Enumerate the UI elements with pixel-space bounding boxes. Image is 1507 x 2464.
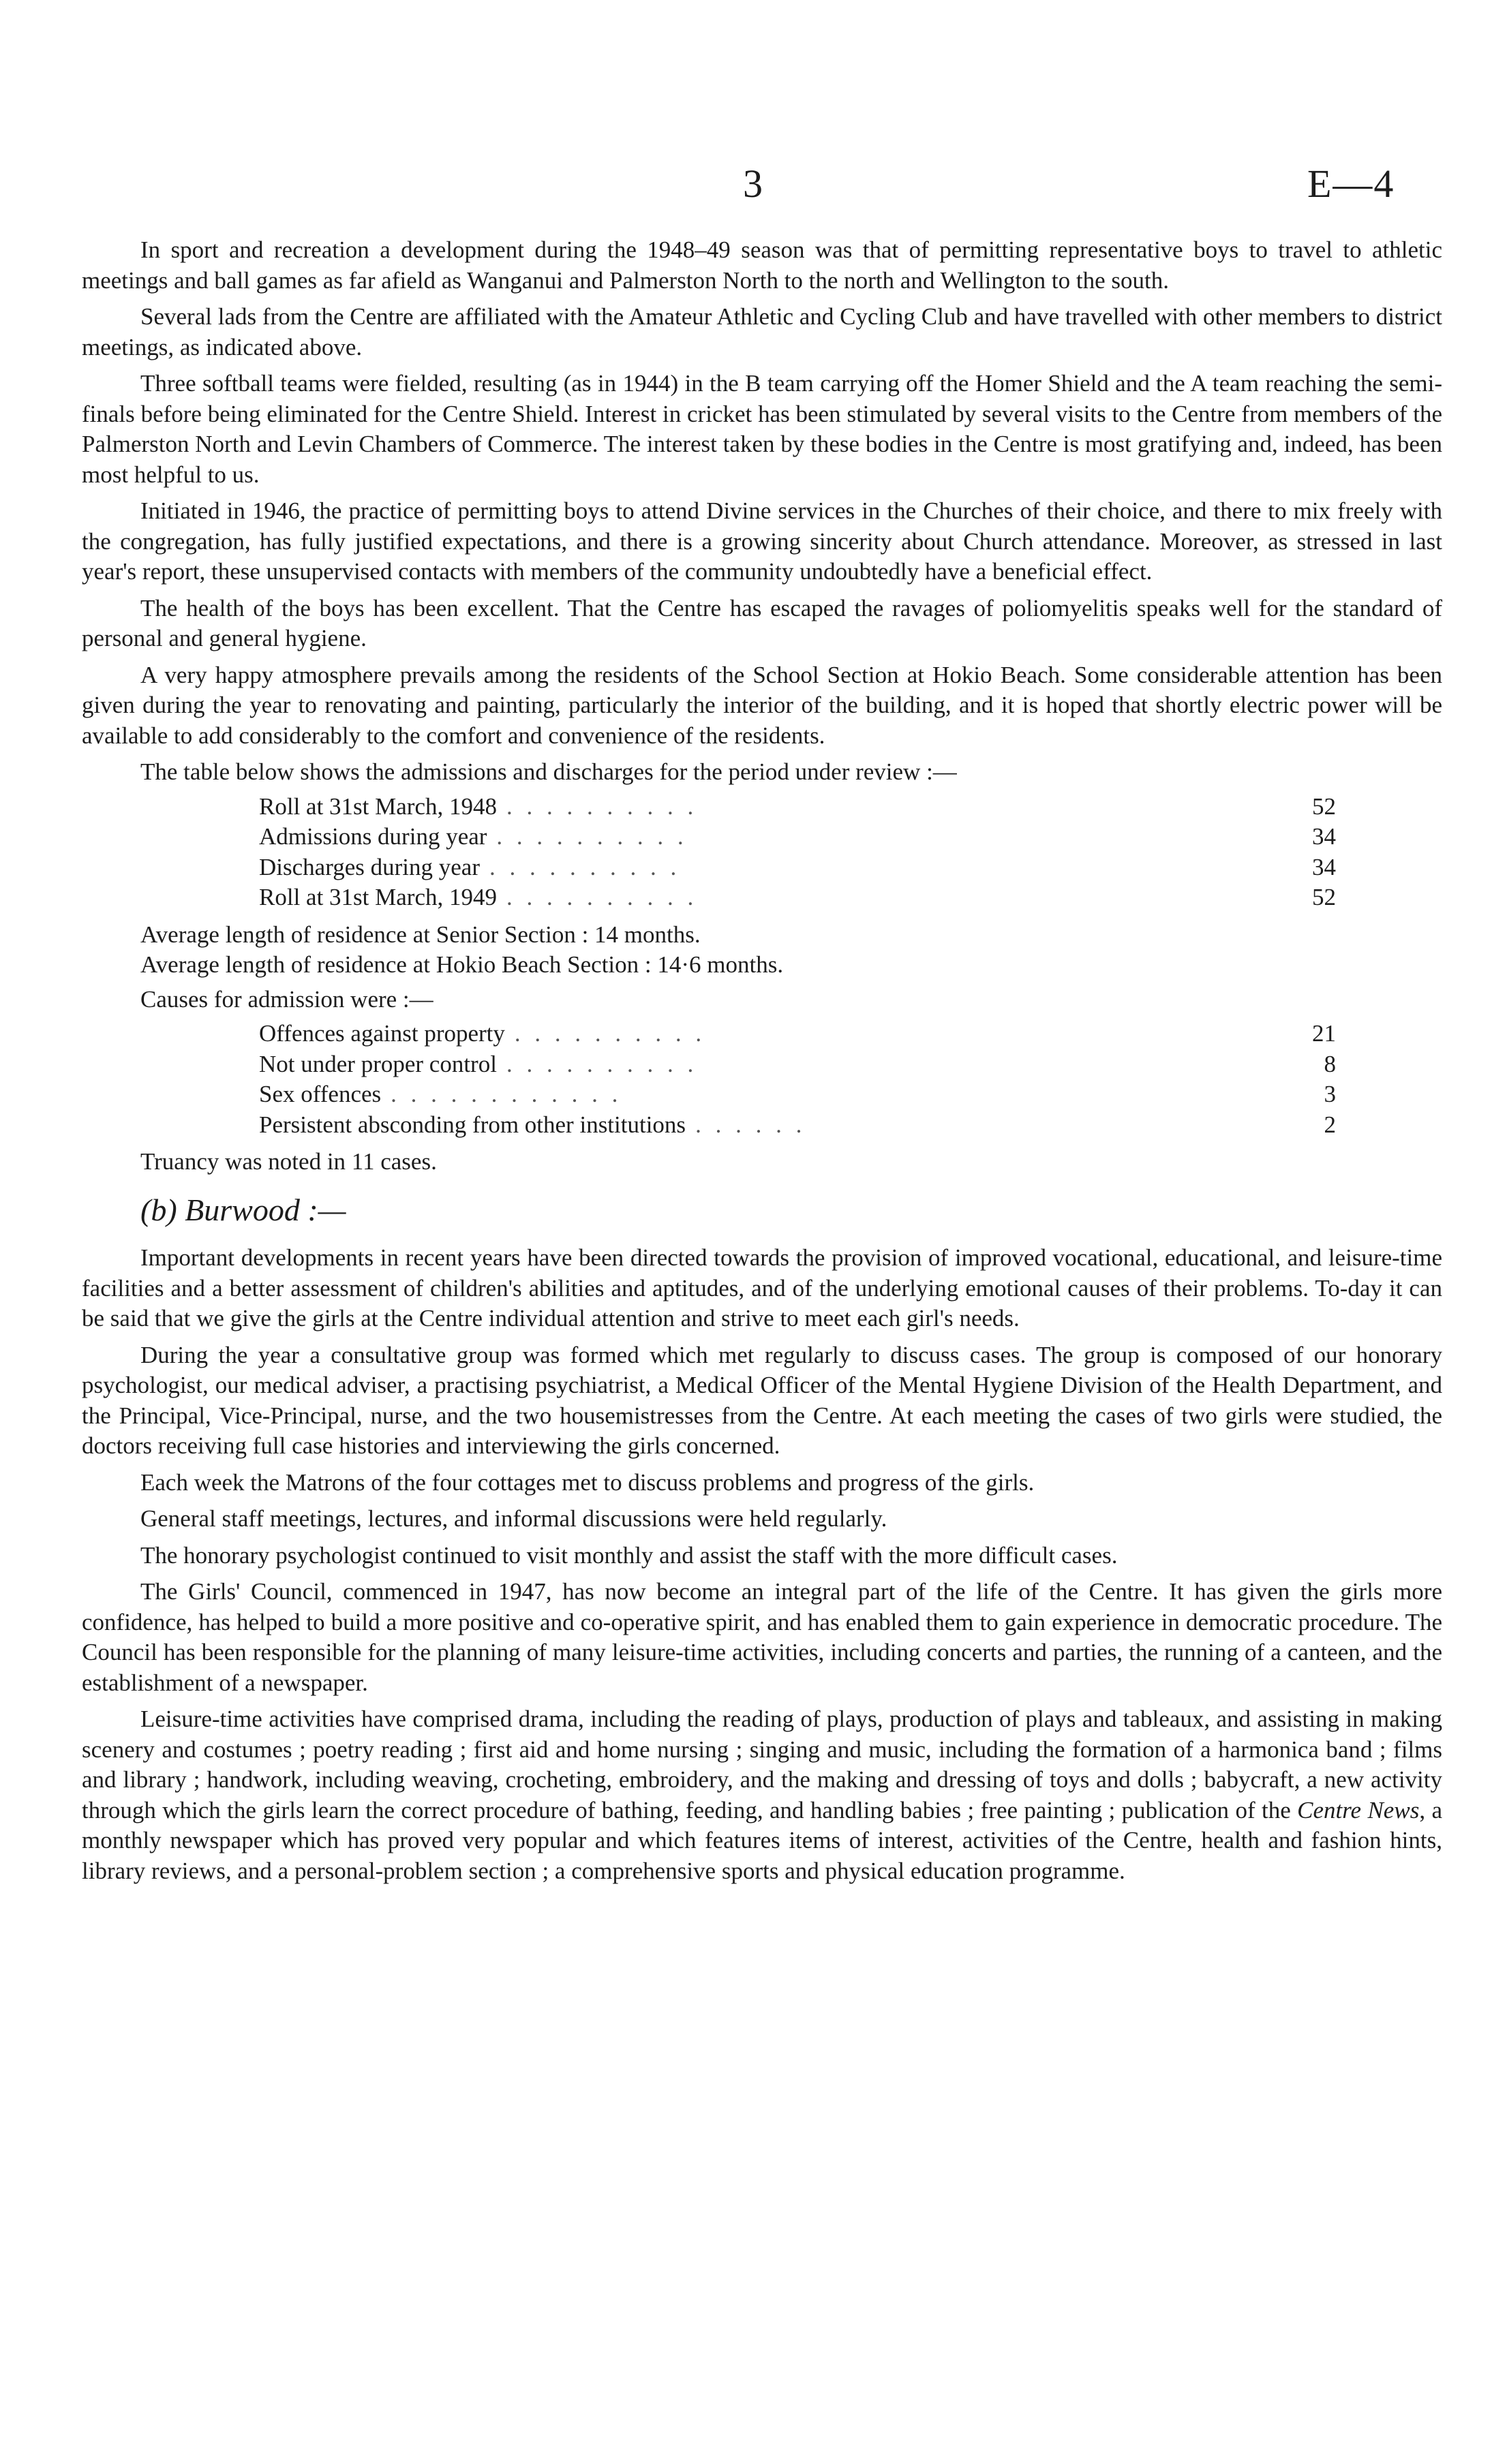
table-row	[259, 1079, 1336, 1110]
table-row	[259, 1049, 1336, 1080]
row-label: Discharges during year	[259, 853, 480, 880]
text-run: Leisure-time activities have comprised drama, including the reading of plays, production of plays and tableaux, and assisting in making scenery and costumes ; poetry reading ; first aid and home nursing ; singing and music, including the formation of a harmonica band ; films and library ; handwork, including weaving, crocheting, embroidery, and the making and dressing of toys and dolls ; babycraft, a new activity through which the girls learn the correct procedure of bathing, feeding, and handling babies ; free painting ; publication of the	[82, 1706, 1442, 1823]
causes-table	[259, 1019, 1336, 1140]
table-intro: The table below shows the admissions and discharges for the period under review :—	[140, 758, 957, 785]
row-value: 8	[1324, 1050, 1336, 1077]
row-value: 52	[1312, 884, 1336, 910]
leader-dots: . . . . . . . . . .	[514, 1020, 706, 1047]
row-label: Roll at 31st March, 1948	[259, 792, 497, 820]
row-label: Roll at 31st March, 1949	[259, 884, 497, 910]
residence-hokio: Average length of residence at Hokio Beach Section : 14·6 months.	[140, 951, 784, 978]
table-row	[259, 852, 1336, 883]
residence-senior: Average length of residence at Senior Section : 14 months.	[140, 921, 701, 948]
text-run: , a monthly newspaper which has proved very popular and which features items of interest, activities of the Centre, health and fashion hints, library reviews, and a personal-problem section ; a comprehensive sports and physical education programme.	[82, 1796, 1442, 1884]
paragraph: Initiated in 1946, the practice of permitting boys to attend Divine services in the Churches of their choice, and there to mix freely with the congregation, has fully justified expectations, and there is a growing sincerity about Church attendance. Moreover, as stressed in last year's report, these unsupervised contacts with members of the community undoubtedly have a beneficial effect.	[82, 497, 1442, 585]
paragraph: The health of the boys has been excellent. That the Centre has escaped the ravages of poliomyelitis speaks well for the standard of personal and general hygiene.	[82, 594, 1442, 651]
table-row	[259, 1110, 1336, 1141]
row-value: 3	[1324, 1081, 1336, 1107]
truancy-note: Truancy was noted in 11 cases.	[140, 1148, 437, 1175]
paragraph: Three softball teams were fielded, resulting (as in 1944) in the B team carrying off the Homer Shield and the A team reaching the semi-finals before being eliminated for the Centre Shield. Interest in cricket has been stimulated by several visits to the Centre from members of the Palmerston North and Levin Chambers of Commerce. The interest taken by these bodies in the Centre is most gratifying and, indeed, has been most helpful to us.	[82, 370, 1442, 488]
leader-dots: . . . . . . . . . .	[506, 884, 698, 910]
row-value: 21	[1312, 1020, 1336, 1047]
table-row	[259, 882, 1336, 913]
row-label: Offences against property	[259, 1020, 505, 1047]
paragraph: In sport and recreation a development during the 1948–49 season was that of permitting representative boys to travel to athletic meetings and ball games as far afield as Wanganui and Palmerston North to the north and Wellington to the south.	[82, 236, 1442, 294]
causes-intro: Causes for admission were :—	[140, 985, 433, 1013]
row-label: Not under proper control	[259, 1050, 497, 1077]
row-value: 2	[1324, 1111, 1336, 1138]
paragraph: General staff meetings, lectures, and informal discussions were held regularly.	[140, 1505, 887, 1532]
page-header	[0, 161, 1507, 222]
row-value: 52	[1312, 792, 1336, 820]
section-heading: (b) Burwood :—	[140, 1192, 346, 1227]
row-label: Admissions during year	[259, 823, 487, 850]
paragraph: During the year a consultative group was formed which met regularly to discuss cases. The group is composed of our honorary psychologist, our medical adviser, a practising psychiatrist, a Medical Officer of the Mental Hygiene Division of the Health Department, and the Principal, Vice-Principal, nurse, and the two housemistresses from the Centre. At each meeting the cases of two girls were studied, the doctors receiving full case histories and interviewing the girls concerned.	[82, 1341, 1442, 1459]
row-value: 34	[1312, 853, 1336, 880]
leader-dots: . . . . . . . . . .	[506, 1050, 698, 1077]
leader-dots: . . . . . . . . . .	[489, 853, 681, 880]
paragraph: Each week the Matrons of the four cottages met to discuss problems and progress of the girls.	[140, 1468, 1035, 1496]
roll-table	[259, 792, 1336, 913]
paragraph: Important developments in recent years have been directed towards the provision of improved vocational, educational, and leisure-time facilities and a better assessment of children's abilities and aptitudes, and of the underlying emotional causes of their problems. To-day it can be said that we give the girls at the Centre individual attention and strive to meet each girl's needs.	[82, 1244, 1442, 1331]
document-body	[82, 235, 1442, 1892]
paragraph: Several lads from the Centre are affiliated with the Amateur Athletic and Cycling Club and have travelled with other members to district meetings, as indicated above.	[82, 303, 1442, 360]
page-number: 3	[743, 161, 763, 206]
paragraph	[82, 1704, 1442, 1886]
leader-dots: . . . . . .	[695, 1111, 806, 1138]
paragraph: The honorary psychologist continued to visit monthly and assist the staff with the more difficult cases.	[140, 1541, 1118, 1569]
table-row	[259, 1019, 1336, 1049]
table-row	[259, 822, 1336, 852]
document-reference: E—4	[1307, 161, 1395, 206]
leader-dots: . . . . . . . . . .	[506, 792, 698, 820]
row-value: 34	[1312, 823, 1336, 850]
leader-dots: . . . . . . . . . .	[496, 823, 688, 850]
paragraph: A very happy atmosphere prevails among the residents of the School Section at Hokio Beach. Some considerable attention has been given during the year to renovating and painting, particularly the interior of the building, and it is hoped that shortly electric power will be available to add considerably to the comfort and convenience of the residents.	[82, 661, 1442, 749]
leader-dots: . . . . . . . . . . . .	[391, 1081, 622, 1107]
row-label: Persistent absconding from other institutions	[259, 1111, 686, 1138]
paragraph: The Girls' Council, commenced in 1947, has now become an integral part of the life of the Centre. It has given the girls more confidence, has helped to build a more positive and co-operative spirit, and has enabled them to gain experience in democratic procedure. The Council has been responsible for the planning of many leisure-time activities, including concerts and parties, the running of a canteen, and the establishment of a newspaper.	[82, 1578, 1442, 1696]
row-label: Sex offences	[259, 1081, 382, 1107]
table-row	[259, 792, 1336, 822]
newspaper-title: Centre News	[1297, 1796, 1420, 1823]
